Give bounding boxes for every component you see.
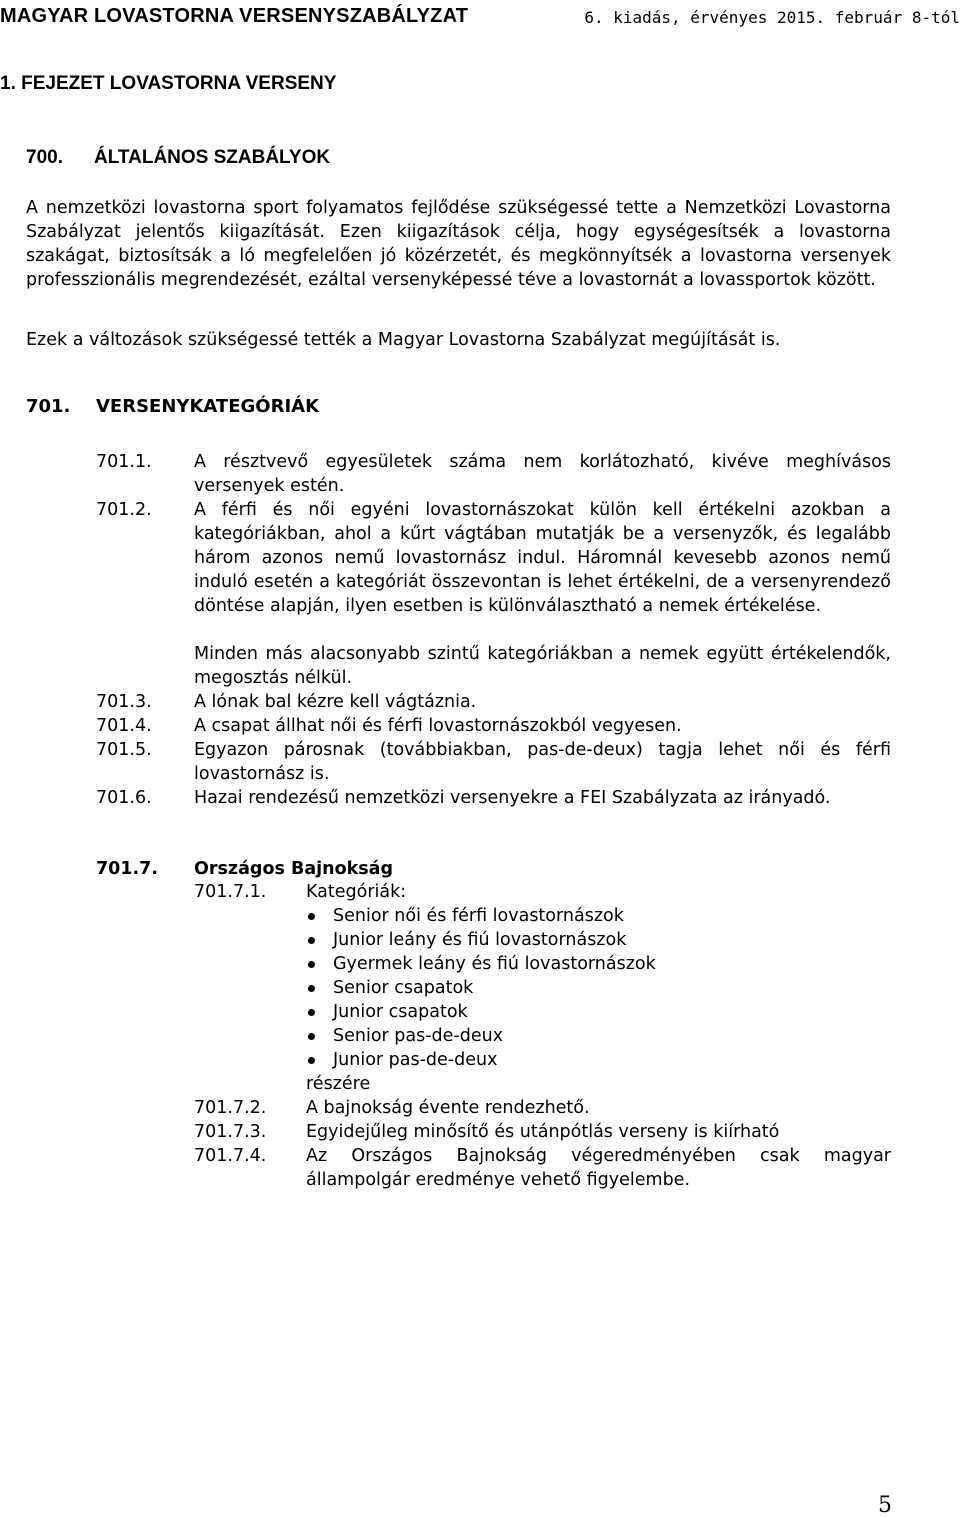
sub-rule <box>194 1120 779 1144</box>
page-number: 5 <box>878 1493 892 1518</box>
rule-number: 701.7. <box>96 859 159 879</box>
rule-number: 701.2. <box>96 500 152 520</box>
bullet-icon <box>308 1057 315 1064</box>
intro-paragraph: A nemzetközi lovastorna sport folyamatos fejlődése szükségessé tette a Nemzetközi Lovastorna Szabályzat jelentős kiigazítását. Ezen kiigazítások célja, hogy egységesítsék a lovastorna szakágat, biztosítsák a ló megfelelően jó közérzetét, és megkönnyítsék a lovastorna versenyek professzionális megrendezését, ezáltal versenyképessé téve a lovastornát a lovassportok között. <box>26 198 891 290</box>
rule-text-continued: Minden más alacsonyabb szintű kategóriákban a nemek együtt értékelendők, megosztás nélkül. <box>194 644 891 688</box>
rule-number: 701.5. <box>96 740 152 760</box>
list-item-text: Gyermek leány és fiú lovastornászok <box>333 954 656 974</box>
rule-text: A csapat állhat női és férfi lovastornászokból vegyesen. <box>194 716 682 736</box>
section-number: 700. <box>26 147 63 168</box>
sub-rule <box>194 1096 590 1120</box>
rule-text: A férfi és női egyéni lovastornászokat külön kell értékelni azokban a kategóriákban, ahol a kűrt vágtában mutatják be a versenyzők, és legalább három azonos nemű lovastornász indul. Háromnál kevesebb azonos nemű induló esetén a kategóriát összevontan is lehet értékelni, de a versenyrendező döntése alapján, ilyen esetben is különválasztható a nemek értékelése. <box>194 500 891 616</box>
sub-rule <box>194 880 406 904</box>
rule-text: A résztvevő egyesületek száma nem korlátozható, kivéve meghívásos versenyek estén. <box>194 452 891 496</box>
list-trailing-text: részére <box>306 1074 371 1094</box>
list-item <box>306 1048 656 1072</box>
bullet-icon <box>308 937 315 944</box>
bullet-icon <box>308 913 315 920</box>
list-item-text: Senior csapatok <box>333 978 474 998</box>
sub-rule-text: Egyidejűleg minősítő és utánpótlás verseny is kiírható <box>306 1122 780 1142</box>
list-item <box>306 1024 656 1048</box>
section-701-heading <box>26 396 319 417</box>
rule-number: 701.3. <box>96 692 152 712</box>
bullet-icon <box>308 961 315 968</box>
list-item <box>306 976 656 1000</box>
rule-text: Hazai rendezésű nemzetközi versenyekre a FEI Szabályzata az irányadó. <box>194 788 831 808</box>
rule-number: 701.6. <box>96 788 152 808</box>
category-list <box>306 904 656 1072</box>
rule-text: A lónak bal kézre kell vágtáznia. <box>194 692 477 712</box>
list-item <box>306 1000 656 1024</box>
bullet-icon <box>308 985 315 992</box>
intro-paragraph-2: Ezek a változások szükségessé tették a Magyar Lovastorna Szabályzat megújítását is. <box>26 330 781 350</box>
list-item <box>306 904 656 928</box>
list-item <box>306 928 656 952</box>
list-item <box>306 952 656 976</box>
chapter-title: 1. FEJEZET LOVASTORNA VERSENY <box>0 73 337 94</box>
sub-rule-number: 701.7.3. <box>194 1122 267 1142</box>
section-title: ÁLTALÁNOS SZABÁLYOK <box>94 147 331 168</box>
bullet-icon <box>308 1033 315 1040</box>
sub-rule-number: 701.7.1. <box>194 882 267 902</box>
header-edition: 6. kiadás, érvényes 2015. február 8-tól <box>584 8 960 27</box>
list-item-text: Senior női és férfi lovastornászok <box>333 906 624 926</box>
sub-rule-number: 701.7.4. <box>194 1146 267 1166</box>
rule-text: Egyazon párosnak (továbbiakban, pas-de-deux) tagja lehet női és férfi lovastornász is. <box>194 740 891 784</box>
rule-number: 701.1. <box>96 452 152 472</box>
list-item-text: Junior leány és fiú lovastornászok <box>333 930 627 950</box>
rule-title: Országos Bajnokság <box>194 859 393 879</box>
sub-rule-number: 701.7.2. <box>194 1098 267 1118</box>
bullet-icon <box>308 1009 315 1016</box>
list-item-text: Junior csapatok <box>333 1002 468 1022</box>
list-item-text: Junior pas-de-deux <box>333 1050 498 1070</box>
section-title: VERSENYKATEGÓRIÁK <box>96 396 320 417</box>
sub-rule-text: Az Országos Bajnokság végeredményében csak magyar állampolgár eredménye vehető figyelembe. <box>306 1146 891 1190</box>
section-700-heading <box>26 147 330 169</box>
rule-number: 701.4. <box>96 716 152 736</box>
list-item-text: Senior pas-de-deux <box>333 1026 504 1046</box>
sub-rule-text: A bajnokság évente rendezhető. <box>306 1098 590 1118</box>
page-header <box>0 5 960 27</box>
section-number: 701. <box>26 396 71 417</box>
header-title: MAGYAR LOVASTORNA VERSENYSZABÁLYZAT <box>0 5 469 27</box>
sub-rule-text: Kategóriák: <box>306 882 407 902</box>
